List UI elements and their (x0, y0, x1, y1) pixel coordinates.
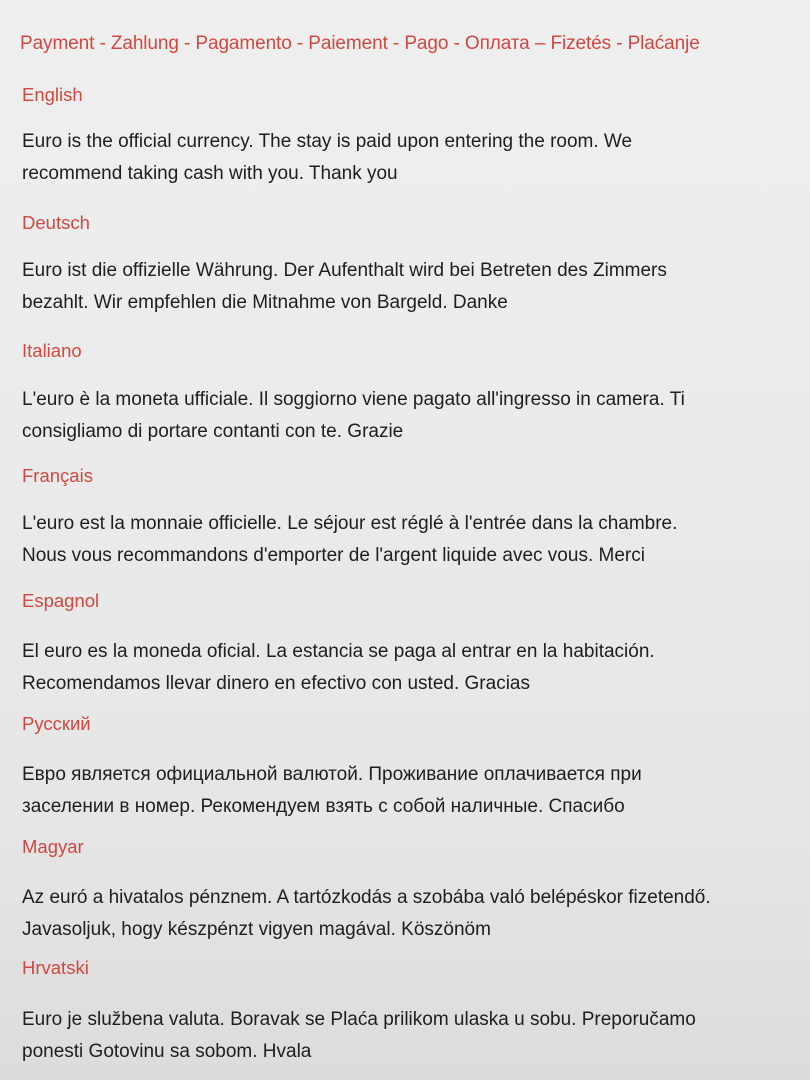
paragraph-italiano (22, 384, 792, 448)
paragraph-line: Евро является официальной валютой. Проживание оплачивается при (22, 764, 642, 785)
paragraph-francais (22, 508, 792, 572)
language-heading-russian: Русский (22, 713, 91, 734)
paragraph-line: Euro is the official currency. The stay is paid upon entering the room. We (22, 131, 633, 152)
language-heading-magyar: Magyar (22, 836, 84, 857)
paragraph-line: Recomendamos llevar dinero en efectivo con usted. Gracias (22, 673, 530, 694)
paragraph-line: Az euró a hivatalos pénznem. A tartózkodás a szobába való belépéskor fizetendő. (22, 887, 711, 908)
paragraph-line: El euro es la moneda oficial. La estancia se paga al entrar en la habitación. (22, 641, 655, 662)
paragraph-line: recommend taking cash with you. Thank you (22, 163, 398, 184)
paragraph-deutsch (22, 255, 792, 319)
paragraph-english (22, 126, 792, 190)
paragraph-line: ponesti Gotovinu sa sobom. Hvala (22, 1041, 312, 1062)
language-heading-deutsch: Deutsch (22, 212, 90, 233)
paragraph-line: Javasoljuk, hogy készpénzt vigyen magával. Köszönöm (22, 919, 491, 940)
paragraph-line: consigliamo di portare contanti con te. Grazie (22, 421, 404, 442)
document-title: Payment - Zahlung - Pagamento - Paiement - Pago - Оплата – Fizetés - Plaćanje (20, 33, 700, 54)
paragraph-line: Euro je službena valuta. Boravak se Plaća prilikom ulaska u sobu. Preporučamo (22, 1009, 696, 1030)
language-heading-hrvatski: Hrvatski (22, 957, 89, 978)
paragraph-line: L'euro est la monnaie officielle. Le séjour est réglé à l'entrée dans la chambre. (22, 513, 678, 534)
language-heading-espagnol: Espagnol (22, 590, 100, 611)
paragraph-espagnol (22, 636, 792, 700)
paragraph-line: Euro ist die offizielle Währung. Der Aufenthalt wird bei Betreten des Zimmers (22, 260, 667, 281)
paragraph-line: bezahlt. Wir empfehlen die Mitnahme von Bargeld. Danke (22, 292, 508, 313)
paragraph-magyar (22, 882, 792, 946)
language-heading-english: English (22, 84, 83, 105)
paragraph-hrvatski (22, 1004, 792, 1068)
paragraph-line: Nous vous recommandons d'emporter de l'argent liquide avec vous. Merci (22, 545, 645, 566)
language-heading-francais: Français (22, 465, 93, 486)
language-heading-italiano: Italiano (22, 340, 82, 361)
paragraph-russian (22, 759, 792, 823)
paragraph-line: L'euro è la moneta ufficiale. Il soggiorno viene pagato all'ingresso in camera. Ti (22, 389, 685, 410)
paragraph-line: заселении в номер. Рекомендуем взять с собой наличные. Спасибо (22, 796, 625, 817)
